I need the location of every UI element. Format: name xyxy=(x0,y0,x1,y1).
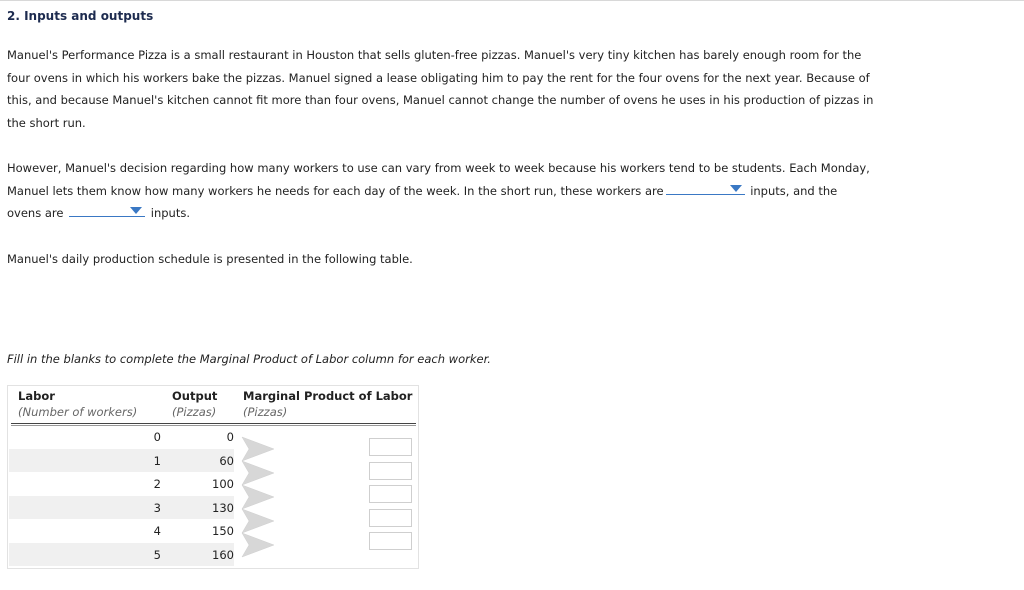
labor-cell: 4 xyxy=(153,524,161,538)
instruction-text: Fill in the blanks to complete the Marginal Product of Labor column for each worker. xyxy=(7,352,491,366)
output-cell: 60 xyxy=(219,454,234,468)
workers-input-type-dropdown[interactable] xyxy=(666,180,745,195)
top-divider xyxy=(0,0,1024,1)
ovens-input-type-dropdown[interactable] xyxy=(69,202,145,217)
paragraph-workers-text-d: inputs. xyxy=(150,206,190,221)
labor-cell: 2 xyxy=(153,477,161,491)
mpl-input-3[interactable] xyxy=(369,485,412,503)
paragraph-workers-text-a: However, Manuel's decision regarding how many workers to use can vary from week to week because his workers tend to be students. Each Monday, Manuel lets them know how many workers he needs for each day of the week. In the short run, these workers are xyxy=(7,161,870,198)
output-cell: 0 xyxy=(226,430,234,444)
mpl-input-5[interactable] xyxy=(369,532,412,550)
output-cell: 130 xyxy=(212,501,234,515)
header-rule xyxy=(11,423,416,424)
header-labor-title: Labor xyxy=(18,389,55,403)
output-cell: 150 xyxy=(212,524,234,538)
header-output xyxy=(172,389,217,419)
header-mpl xyxy=(243,389,412,419)
header-output-sub: (Pizzas) xyxy=(172,405,217,419)
chevron-right-icon xyxy=(242,461,274,485)
paragraph-workers xyxy=(7,157,877,225)
table-row xyxy=(9,543,234,566)
table-row xyxy=(9,425,234,448)
chevron-right-icon xyxy=(242,485,274,509)
output-cell: 160 xyxy=(212,548,234,562)
mpl-input-1[interactable] xyxy=(369,438,412,456)
chevron-down-icon xyxy=(730,185,742,192)
output-cell: 100 xyxy=(212,477,234,491)
labor-cell: 3 xyxy=(153,501,161,515)
paragraph-schedule: Manuel's daily production schedule is presented in the following table. xyxy=(7,252,413,266)
chevron-right-icon xyxy=(242,533,274,557)
paragraph-workers-text-c: ovens are xyxy=(7,206,64,221)
header-labor-sub: (Number of workers) xyxy=(18,405,138,419)
paragraph-workers-text-b: inputs, and the xyxy=(750,183,838,198)
chevron-down-icon xyxy=(130,207,142,214)
mpl-input-4[interactable] xyxy=(369,509,412,527)
labor-cell: 1 xyxy=(153,454,161,468)
question-title: 2. Inputs and outputs xyxy=(7,9,154,23)
header-mpl-title: Marginal Product of Labor xyxy=(243,389,413,403)
labor-cell: 0 xyxy=(153,430,161,444)
header-mpl-sub: (Pizzas) xyxy=(243,405,288,419)
chevron-right-icon xyxy=(242,437,274,461)
paragraph-intro: Manuel's Performance Pizza is a small restaurant in Houston that sells gluten-free pizzas. Manuel's very tiny kitchen has barely enough room for the four ovens in which his workers bake the pizzas. Manuel signed a lease obligating him to pay the rent for the four ovens for the next year. Because of this, and because Manuel's kitchen cannot fit more than four ovens, Manuel cannot change the number of ovens he uses in his production of pizzas in the short run. xyxy=(7,48,874,130)
table-row xyxy=(9,472,234,495)
chevron-connectors xyxy=(240,432,280,562)
header-labor xyxy=(18,389,137,419)
production-table xyxy=(7,385,419,569)
header-output-title: Output xyxy=(172,389,218,403)
mpl-input-2[interactable] xyxy=(369,462,412,480)
table-row xyxy=(9,519,234,542)
table-row xyxy=(9,496,234,519)
chevron-right-icon xyxy=(242,509,274,533)
labor-cell: 5 xyxy=(153,548,161,562)
table-row xyxy=(9,449,234,472)
